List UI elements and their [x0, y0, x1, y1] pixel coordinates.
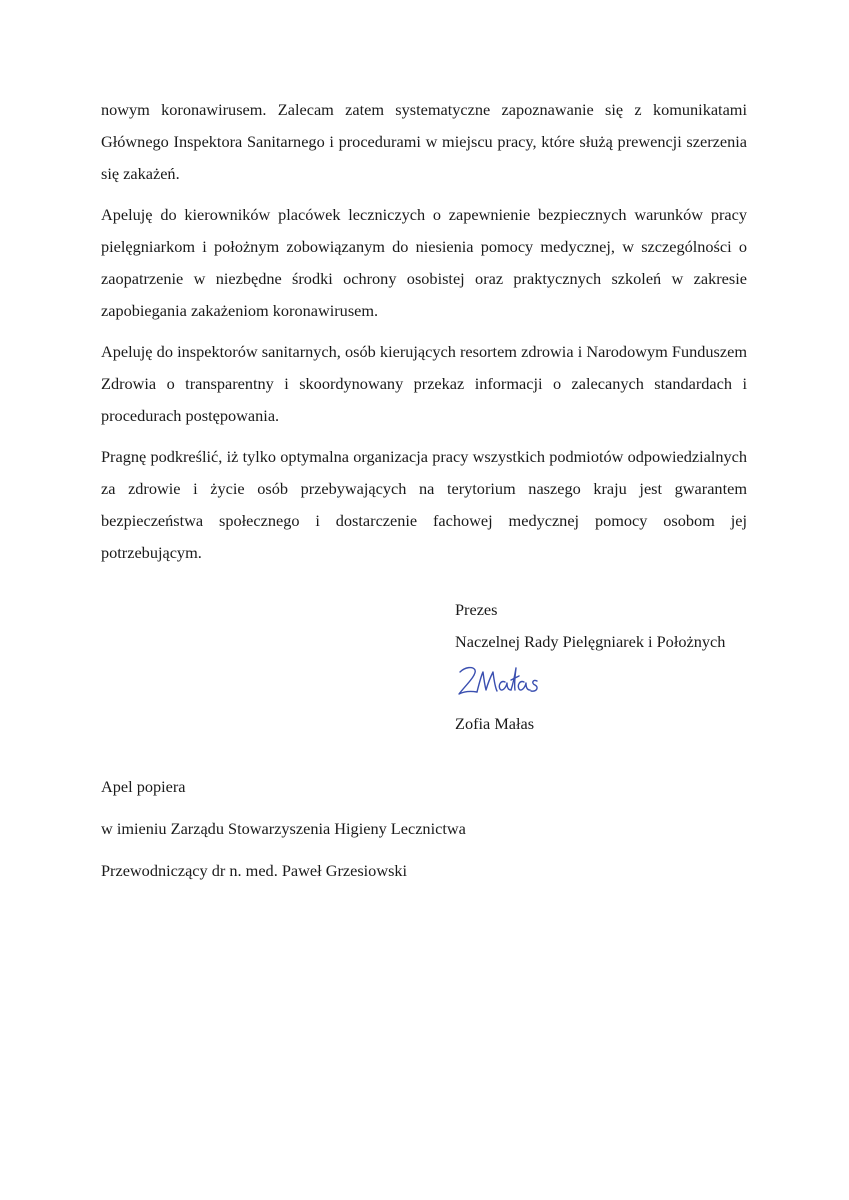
support-block	[101, 777, 747, 903]
signer-role: Prezes	[455, 600, 498, 619]
paragraph-2: Apeluję do kierowników placówek leczniczych o zapewnienie bezpiecznych warunków pracy pielęgniarkom i położnym zobowiązanym do niesienia pomocy medycznej, w szczególności o zaopatrzenie w niezbędne środki ochrony osobistej oraz praktycznych szkoleń w zakresie zapobiegania zakażeniom koronawirusem.	[101, 205, 747, 320]
support-signer: Przewodniczący dr n. med. Paweł Grzesiowski	[101, 861, 408, 880]
paragraph-4: Pragnę podkreślić, iż tylko optymalna organizacja pracy wszystkich podmiotów odpowiedzialnych za zdrowie i życie osób przebywających na terytorium naszego kraju jest gwarantem bezpieczeństwa społecznego i dostarczenie fachowej medycznej pomocy osobom jej potrzebującym.	[101, 447, 747, 562]
support-organization: w imieniu Zarządu Stowarzyszenia Higieny Lecznictwa	[101, 819, 466, 838]
paragraph-1: nowym koronawirusem. Zalecam zatem systematyczne zapoznawanie się z komunikatami Głównego Inspektora Sanitarnego i procedurami w miejscu pracy, które służą prewencji szerzenia się zakażeń.	[101, 100, 747, 183]
paragraph-3: Apeluję do inspektorów sanitarnych, osób kierujących resortem zdrowia i Narodowym Funduszem Zdrowia o transparentny i skoordynowany przekaz informacji o zalecanych standardach i procedurach postępowania.	[101, 342, 747, 425]
support-heading: Apel popiera	[101, 777, 186, 796]
signer-name: Zofia Małas	[455, 714, 535, 733]
signature-block	[455, 594, 815, 740]
letter-body	[101, 94, 747, 578]
handwritten-signature	[455, 658, 815, 708]
signature-icon	[455, 658, 545, 702]
signer-organization: Naczelnej Rady Pielęgniarek i Położnych	[455, 632, 726, 651]
